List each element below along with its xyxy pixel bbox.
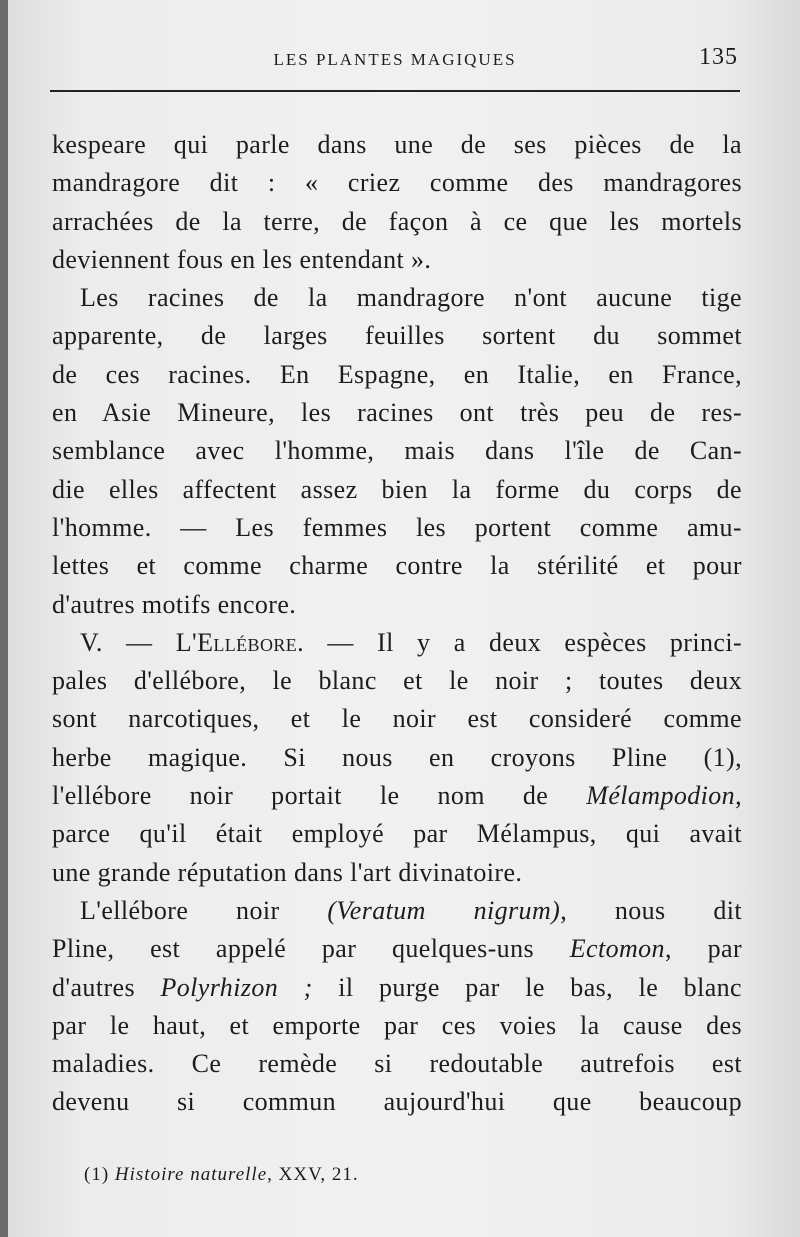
- text-line: [52, 624, 742, 662]
- text-run: d'autres: [52, 972, 161, 1002]
- italic-term: Ectomon: [569, 934, 665, 964]
- text-run: , par: [664, 934, 742, 964]
- footnote-title: Histoire naturelle: [114, 1164, 268, 1185]
- text-line: deviennent fous en les entendant ».: [52, 244, 432, 274]
- page-number: 135: [699, 44, 738, 70]
- text-line: die elles affectent assez bien la forme du corps de: [52, 474, 742, 504]
- text-line: devenu si commun aujourd'hui que beaucoup: [52, 1087, 742, 1117]
- text-line: pales d'ellébore, le blanc et le noir ; toutes deux: [52, 666, 742, 696]
- body-text: [52, 126, 742, 1122]
- text-line: arrachées de la terre, de façon à ce que les mortels: [52, 206, 742, 236]
- text-line: apparente, de larges feuilles sortent du sommet: [52, 321, 742, 351]
- italic-term: (Veratum nigrum): [327, 895, 561, 925]
- text-line: l'homme. — Les femmes les portent comme amu-: [52, 512, 742, 542]
- text-run: , nous dit: [560, 895, 742, 925]
- text-run: l'ellébore noir portait le nom de: [52, 781, 587, 811]
- footnote-reference: , XXV, 21.: [267, 1164, 359, 1185]
- text-run: il purge par le bas, le blanc: [312, 972, 742, 1002]
- page-header: [50, 44, 740, 80]
- running-title: LES PLANTES MAGIQUES: [273, 50, 517, 69]
- text-line: en Asie Mineure, les racines ont très peu de res-: [52, 398, 742, 428]
- text-line: lettes et comme charme contre la stérilité et pour: [52, 551, 742, 581]
- text-line: herbe magique. Si nous en croyons Pline (1),: [52, 742, 742, 772]
- text-line: par le haut, et emporte par ces voies la cause des: [52, 1010, 742, 1040]
- text-line: [52, 969, 742, 1007]
- text-run: . — Il y a deux espèces princi-: [297, 627, 743, 657]
- text-line: parce qu'il était employé par Mélampus, qui avait: [52, 819, 742, 849]
- text-line: une grande réputation dans l'art divinatoire.: [52, 857, 523, 887]
- text-run: V. — L': [80, 627, 198, 657]
- text-line: kespeare qui parle dans une de ses pièces de la: [52, 130, 742, 159]
- footnote-marker: (1): [84, 1164, 115, 1185]
- text-line: [52, 892, 742, 930]
- italic-term: Mélampodion: [586, 781, 736, 811]
- text-line: sont narcotiques, et le noir est consideré comme: [52, 704, 742, 734]
- text-line: d'autres motifs encore.: [52, 589, 297, 619]
- text-line: de ces racines. En Espagne, en Italie, en France,: [52, 359, 742, 389]
- footnote: [84, 1164, 359, 1186]
- text-line: semblance avec l'homme, mais dans l'île de Can-: [52, 436, 742, 466]
- text-run: ,: [735, 781, 742, 811]
- text-line: Les racines de la mandragore n'ont aucune tige: [80, 283, 742, 313]
- italic-term: Polyrhizon ;: [160, 972, 313, 1002]
- section-heading-word: Ellébore: [197, 627, 298, 657]
- text-line: [52, 777, 742, 815]
- text-run: L'ellébore noir: [80, 895, 328, 925]
- text-run: Pline, est appelé par quelques-uns: [52, 934, 570, 964]
- text-line: maladies. Ce remède si redoutable autrefois est: [52, 1049, 742, 1079]
- text-line: mandragore dit : « criez comme des mandragores: [52, 168, 742, 198]
- header-rule: [50, 90, 740, 92]
- text-line: [52, 930, 742, 968]
